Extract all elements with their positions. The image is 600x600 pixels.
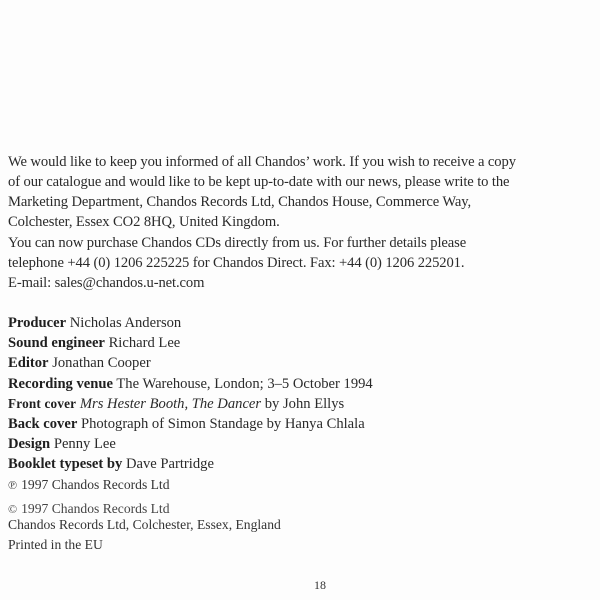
credit-value: The Warehouse, London; 3–5 October 1994 bbox=[116, 375, 373, 392]
credit-label: Design bbox=[8, 436, 51, 453]
credit-value: Nicholas Anderson bbox=[69, 315, 182, 331]
credit-label: Booklet typeset by bbox=[8, 456, 123, 473]
credit-front-cover bbox=[8, 394, 598, 414]
purchase-paragraph bbox=[8, 233, 598, 293]
credit-typeset bbox=[8, 454, 598, 474]
credit-value: Dave Partridge bbox=[125, 456, 214, 473]
credit-value: by John Ellys bbox=[264, 395, 345, 412]
credit-value: Photograph of Simon Standage by Hanya Chlala bbox=[80, 416, 365, 433]
paragraph-line: You can now purchase Chandos CDs directly from us. For further details please bbox=[8, 235, 467, 251]
paragraph-line: Colchester, Essex CO2 8HQ, United Kingdom. bbox=[8, 214, 280, 230]
credit-sound-engineer bbox=[8, 333, 598, 353]
email-line: E-mail: sales@chandos.u-net.com bbox=[8, 275, 205, 291]
credit-label: Recording venue bbox=[8, 375, 113, 392]
paragraph-line: telephone +44 (0) 1206 225225 for Chandos Direct. Fax: +44 (0) 1206 225201. bbox=[8, 255, 465, 271]
phonogram-notice bbox=[8, 475, 598, 495]
credit-label: Sound engineer bbox=[8, 335, 105, 352]
credit-recording-venue bbox=[8, 374, 598, 394]
page-number: 18 bbox=[314, 578, 326, 592]
printed-in: Printed in the EU bbox=[8, 537, 103, 553]
credit-design bbox=[8, 434, 598, 454]
credit-label: Back cover bbox=[8, 416, 78, 433]
credit-editor bbox=[8, 353, 598, 373]
paragraph-line: of our catalogue and would like to be kept up-to-date with our news, please write to the bbox=[8, 174, 510, 190]
catalogue-paragraph bbox=[8, 152, 598, 232]
credit-back-cover bbox=[8, 414, 598, 434]
credit-value: Penny Lee bbox=[53, 436, 116, 453]
copyright-notice bbox=[8, 495, 598, 515]
credit-label: Producer bbox=[8, 315, 67, 331]
credit-producer bbox=[8, 313, 598, 333]
paragraph-line: Marketing Department, Chandos Records Ltd, Chandos House, Commerce Way, bbox=[8, 194, 472, 210]
credit-label: Editor bbox=[8, 355, 49, 372]
credit-label: Front cover bbox=[8, 395, 77, 411]
credit-value: Richard Lee bbox=[108, 335, 181, 352]
copyright-icon: © bbox=[8, 501, 18, 513]
copyright-clip bbox=[8, 495, 170, 513]
phonogram-text: 1997 Chandos Records Ltd bbox=[21, 476, 170, 492]
credit-value: Jonathan Cooper bbox=[52, 355, 151, 372]
phonogram-icon: ℗ bbox=[8, 477, 18, 492]
credits-block bbox=[8, 313, 598, 555]
label-address: Chandos Records Ltd, Colchester, Essex, England bbox=[8, 516, 281, 532]
copyright-text: 1997 Chandos Records Ltd bbox=[21, 500, 170, 513]
artwork-title: Mrs Hester Booth, The Dancer bbox=[79, 395, 262, 412]
paragraph-line: We would like to keep you informed of all Chandos’ work. If you wish to receive a copy bbox=[8, 154, 516, 170]
